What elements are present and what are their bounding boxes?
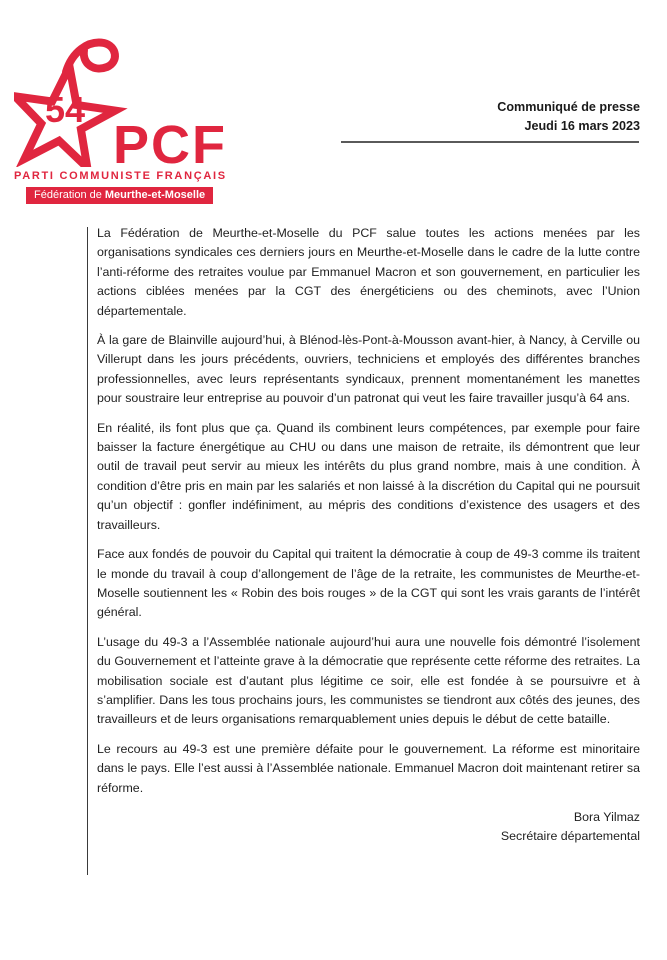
header-divider-line [341,141,639,143]
logo-acronym: PCF [113,115,227,167]
logo-department-number: 54 [44,89,86,130]
left-margin-line [87,227,88,875]
signature-name: Bora Yilmaz [573,809,640,824]
paragraph-3: En réalité, ils font plus que ça. Quand ils combinent leurs compétences, par exemple pour faire baisser la facture énergétique au CHU ou dans une maison de retraite, ils démontrent que leur outil de travail peut servir au mieux les intérêts du plus grand nombre, mais à une condition. À condition d’être pris en main par les salariés et non laissé à la discrétion du Capital qui ne poursuit qu’un objectif : gonfler indéfiniment, au mépris des conditions d’existence des usagers et des travailleurs. [97,420,640,532]
paragraph-5: L’usage du 49-3 a l’Assemblée nationale aujourd’hui aura une nouvelle fois démontré l’isolement du Gouvernement et l’atteinte grave à la démocratie que représente cette réforme des retraites. La mobilisation sociale est d’autant plus légitime ce soir, elle est fondée à se poursuivre et à s’amplifier. Dans les tous prochains jours, les communistes se tiendront aux côtés des jeunes, des travailleurs et de leurs organisations remarquablement unies depuis le début de cette bataille. [97,634,640,727]
document-date-label: Jeudi 16 mars 2023 [524,119,640,133]
pcf-logo-graphic [14,36,238,167]
federation-banner [26,187,213,204]
signature-title: Secrétaire départemental [500,829,640,844]
paragraph-4: Face aux fondés de pouvoir du Capital qui traitent la démocratie à coup de 49-3 comme ils traitent le monde du travail à coup d’allongement de l’âge de la retraite, les communistes de Meurthe-et-Moselle soutiennent les « Robin des bois rouges » de la CGT qui sont les vrais garants de l’intérêt général. [97,547,640,620]
paragraph-2: À la gare de Blainville aujourd’hui, à Blénod-lès-Pont-à-Mousson avant-hier, à Nancy, à Cerville ou Villerupt dans les jours précédents, ouvriers, techniciens et employés des différentes branches professionnelles, avec leurs représentants syndicaux, prennent momentanément les manettes pour soustraire leur entreprise au pouvoir d’un patronat qui veut les faire travailler jusqu’à 64 ans. [97,333,640,406]
paragraph-1: La Fédération de Meurthe-et-Moselle du PCF salue toutes les actions menées par les organisations syndicales ces derniers jours en Meurthe-et-Moselle dans le cadre de la lutte contre l’anti-réforme des retraites voulue par Emmanuel Macron et son gouvernement, en particulier les actions ciblées menées par la CGT des énergéticiens ou des cheminots, avec l’Union départementale. [97,226,640,318]
document-type-label: Communiqué de presse [497,100,640,114]
federation-name-label: Meurthe-et-Moselle [104,189,206,201]
party-name-label: PARTI COMMUNISTE FRANÇAIS [14,170,227,182]
signature-block [97,808,640,847]
paragraph-6: Le recours au 49-3 est une première défaite pour le gouvernement. La réforme est minoritaire dans le pays. Elle l’est aussi à l’Assemblée nationale. Emmanuel Macron doit maintenant retirer sa réforme. [97,741,640,795]
body-text [97,224,640,847]
document-header [497,98,640,136]
federation-prefix-label: Fédération de [34,189,102,201]
pcf-logo [14,36,238,204]
